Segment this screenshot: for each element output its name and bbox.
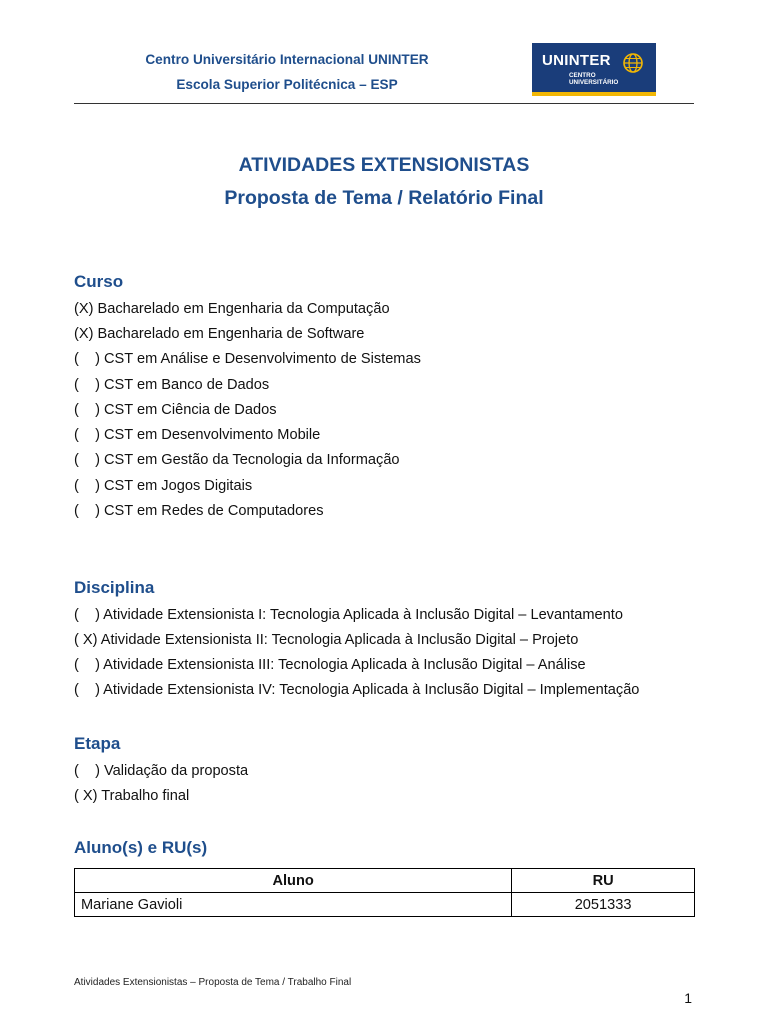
logo-accent-bar (532, 92, 656, 96)
etapa-option: ( ) Validação da proposta (74, 763, 249, 779)
table-row (75, 893, 695, 917)
curso-option: ( ) CST em Redes de Computadores (74, 503, 324, 519)
disciplina-option: ( X) Atividade Extensionista II: Tecnologia Aplicada à Inclusão Digital – Projeto (74, 632, 579, 648)
section-heading-disciplina: Disciplina (74, 578, 155, 597)
students-table (74, 868, 695, 917)
school-name: Escola Superior Politécnica – ESP (176, 77, 398, 92)
logo-sub-line2: UNIVERSITÁRIO (569, 79, 619, 86)
globe-icon (622, 52, 644, 74)
table-header-row (75, 869, 695, 893)
section-heading-alunos: Aluno(s) e RU(s) (74, 838, 208, 857)
page-header (74, 40, 694, 104)
page-number: 1 (684, 990, 692, 1006)
logo-text: UNINTER (542, 52, 611, 69)
etapa-option: ( X) Trabalho final (74, 788, 190, 804)
curso-option: ( ) CST em Desenvolvimento Mobile (74, 427, 321, 443)
curso-option: ( ) CST em Análise e Desenvolvimento de Sistemas (74, 351, 421, 367)
student-ru-cell: 2051333 (512, 893, 695, 917)
document-title: ATIVIDADES EXTENSIONISTAS (238, 154, 530, 176)
curso-option: (X) Bacharelado em Engenharia de Software (74, 326, 365, 342)
disciplina-option: ( ) Atividade Extensionista III: Tecnologia Aplicada à Inclusão Digital – Análise (74, 657, 586, 673)
section-heading-etapa: Etapa (74, 734, 121, 753)
uninter-logo (532, 43, 656, 96)
column-header-ru: RU (512, 869, 695, 893)
page-footer: Atividades Extensionistas – Proposta de Tema / Trabalho Final (74, 977, 352, 988)
institution-name: Centro Universitário Internacional UNINTER (145, 52, 429, 67)
disciplina-option: ( ) Atividade Extensionista I: Tecnologia Aplicada à Inclusão Digital – Levantamento (74, 607, 623, 623)
curso-option: ( ) CST em Banco de Dados (74, 377, 270, 393)
logo-sub-line1: CENTRO (569, 72, 596, 79)
column-header-aluno: Aluno (75, 869, 512, 893)
document-subtitle: Proposta de Tema / Relatório Final (224, 187, 544, 209)
header-divider (74, 103, 694, 104)
logo-subtitle (569, 72, 618, 86)
section-heading-curso: Curso (74, 272, 124, 291)
student-name-cell: Mariane Gavioli (75, 893, 512, 917)
curso-option: ( ) CST em Ciência de Dados (74, 402, 277, 418)
curso-option: (X) Bacharelado em Engenharia da Computação (74, 301, 390, 317)
curso-option: ( ) CST em Jogos Digitais (74, 478, 253, 494)
disciplina-option: ( ) Atividade Extensionista IV: Tecnologia Aplicada à Inclusão Digital – Implementação (74, 682, 640, 698)
curso-option: ( ) CST em Gestão da Tecnologia da Informação (74, 452, 400, 468)
